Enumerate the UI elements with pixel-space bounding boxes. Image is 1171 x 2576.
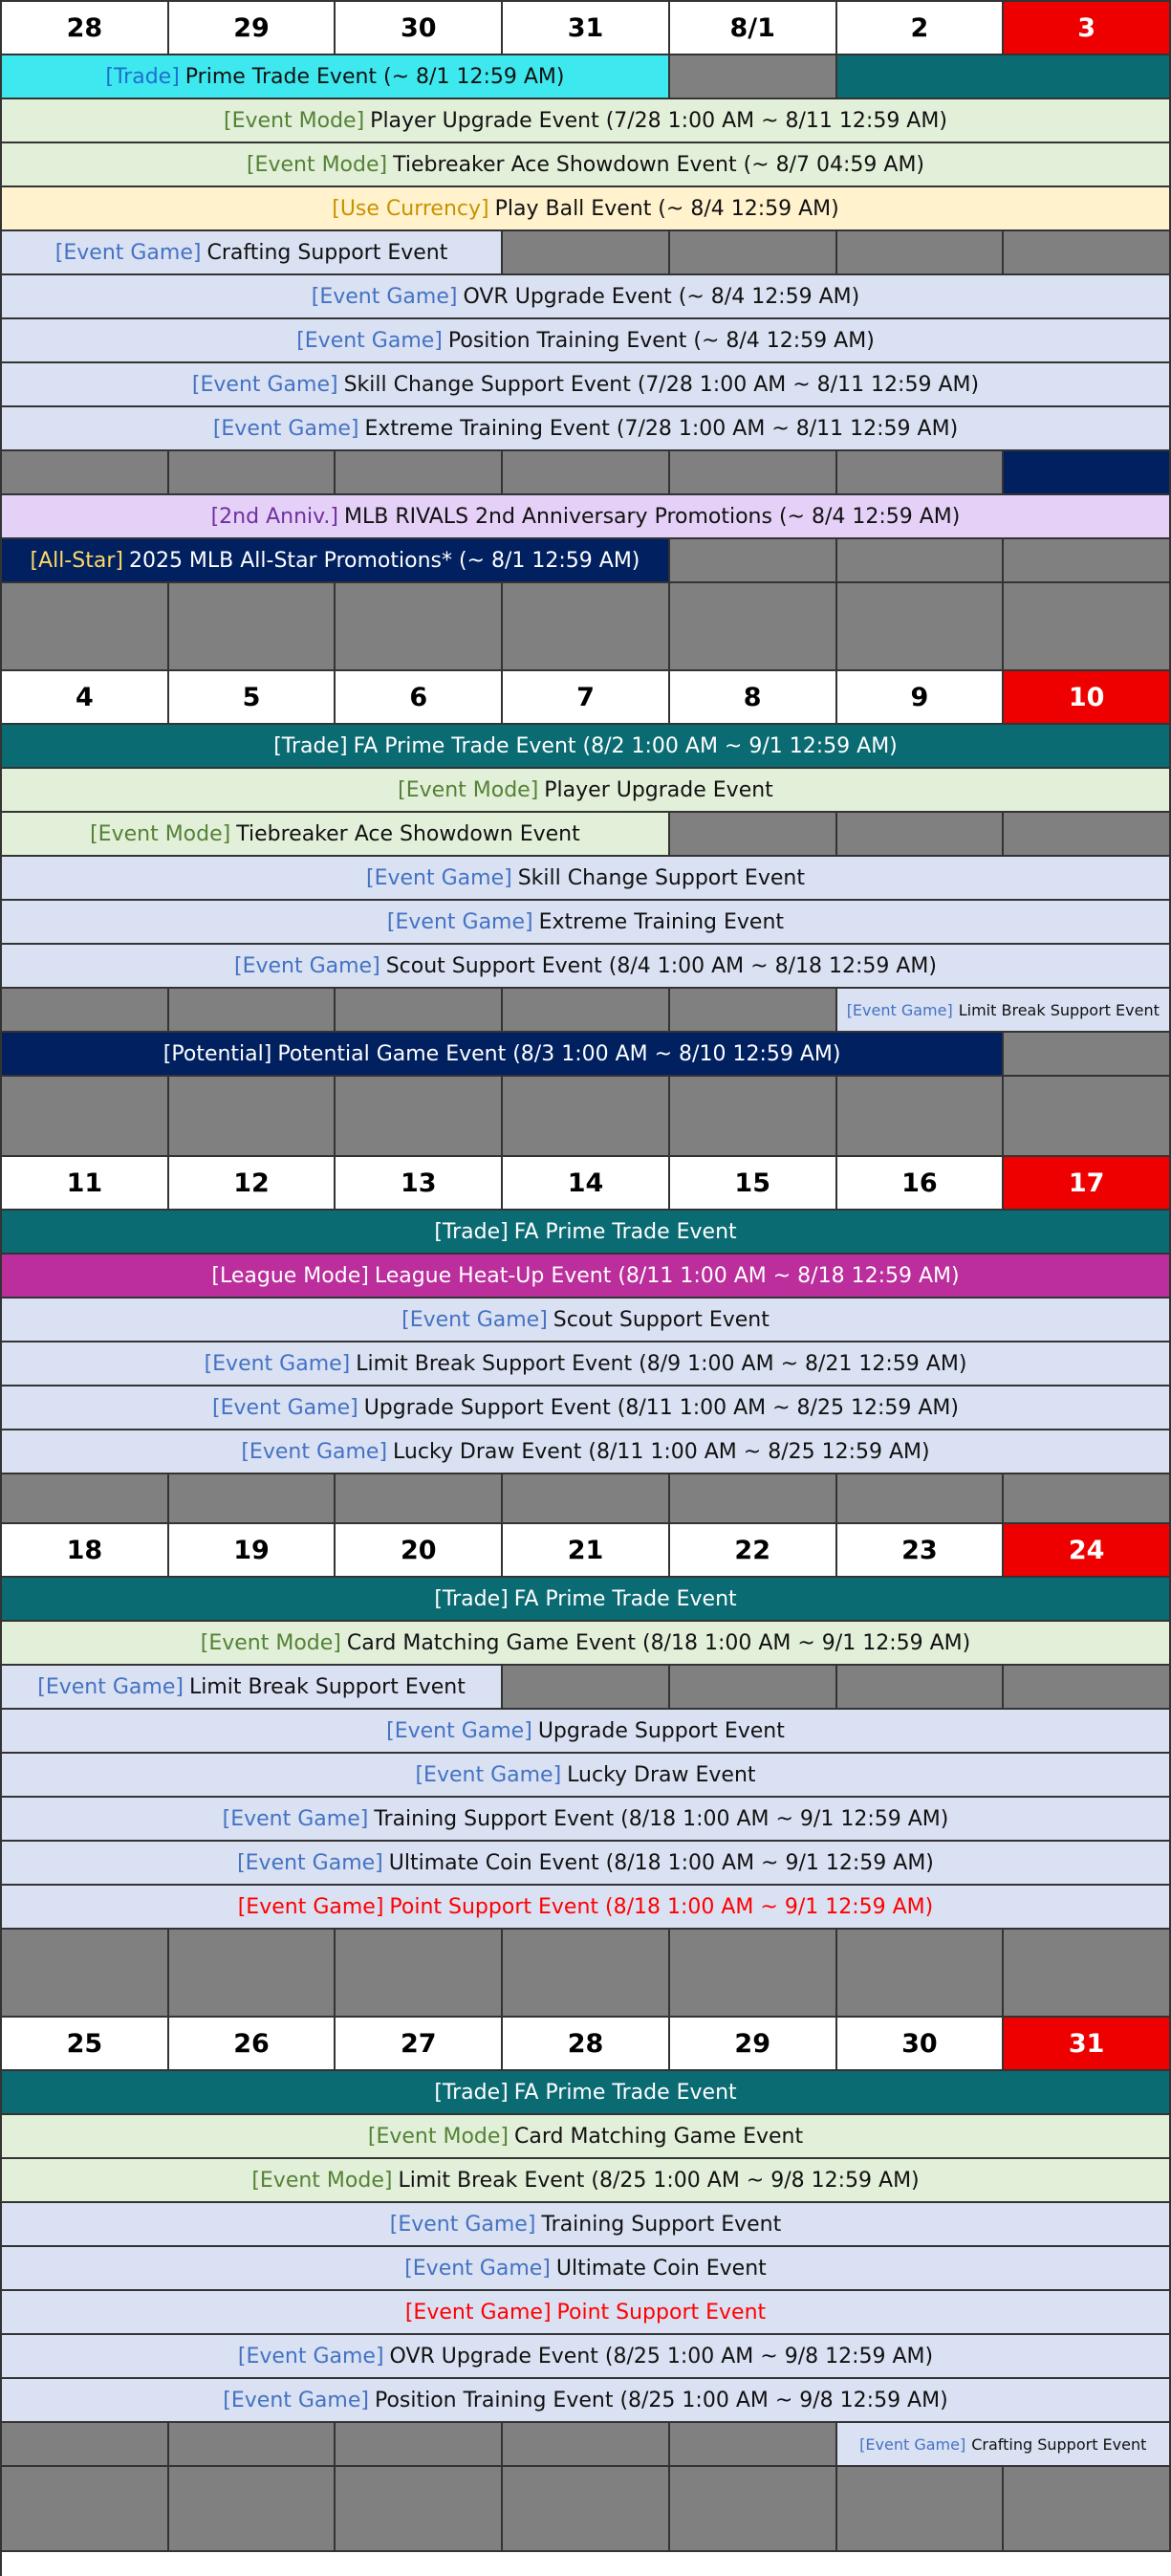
day-header: 21 <box>503 1524 670 1578</box>
day-header: 30 <box>837 2018 1005 2071</box>
event-name: Card Matching Game Event <box>513 2124 804 2149</box>
empty-cell <box>670 55 837 99</box>
event-bar <box>2 1798 1171 1842</box>
empty-cell <box>503 1930 670 2018</box>
event-bar <box>2 2115 1171 2159</box>
day-header: 28 <box>2 2 169 55</box>
event-name: FA Prime Trade Event <box>513 1219 737 1244</box>
event-tag: [All-Star] <box>30 548 123 573</box>
event-bar <box>2 231 503 275</box>
event-bar <box>837 55 1171 99</box>
event-bar <box>2 901 1171 945</box>
event-name: Potential Game Event (8/3 1:00 AM ~ 8/10 12:59 AM) <box>277 1041 841 1066</box>
event-tag: [Event Game] <box>366 865 512 890</box>
event-bar <box>2 407 1171 451</box>
event-name: Position Training Event (~ 8/4 12:59 AM) <box>447 328 875 353</box>
empty-cell <box>336 1077 503 1157</box>
event-name: FA Prime Trade Event (8/2 1:00 AM ~ 9/1 12:59 AM) <box>353 733 898 758</box>
empty-cell <box>837 2467 1005 2552</box>
empty-cell <box>336 1930 503 2018</box>
event-tag: [Event Game] <box>386 909 533 934</box>
empty-cell <box>670 1474 837 1524</box>
day-header: 8/1 <box>670 2 837 55</box>
event-bar <box>2 1211 1171 1255</box>
empty-cell <box>2 1930 169 2018</box>
event-bar <box>2 945 1171 989</box>
event-bar <box>2 1343 1171 1386</box>
event-name: Play Ball Event (~ 8/4 12:59 AM) <box>494 196 839 221</box>
empty-cell <box>1004 1666 1171 1710</box>
event-tag: [League Mode] <box>211 1263 369 1288</box>
event-bar <box>2 2291 1171 2335</box>
empty-cell <box>1004 2467 1171 2552</box>
event-bar <box>2 1842 1171 1886</box>
event-bar <box>2 99 1171 143</box>
event-name: Upgrade Support Event <box>537 1718 785 1743</box>
event-tag: [Event Mode] <box>251 2168 393 2193</box>
empty-cell <box>837 813 1005 857</box>
day-header: 26 <box>169 2018 336 2071</box>
empty-cell <box>1004 539 1171 583</box>
event-name: Position Training Event (8/25 1:00 AM ~ 9/8 12:59 AM) <box>374 2388 948 2412</box>
event-bar <box>2 1255 1171 1299</box>
event-bar <box>2 2335 1171 2379</box>
event-name: Ultimate Coin Event <box>555 2256 767 2281</box>
empty-cell <box>2 2467 169 2552</box>
event-name: Limit Break Support Event <box>188 1674 466 1699</box>
event-bar <box>2 55 670 99</box>
event-bar <box>1004 451 1171 495</box>
event-name: FA Prime Trade Event <box>513 1586 737 1611</box>
day-header: 22 <box>670 1524 837 1578</box>
day-header: 31 <box>503 2 670 55</box>
day-header: 2 <box>837 2 1005 55</box>
event-tag: [2nd Anniv.] <box>210 504 339 529</box>
event-bar <box>2 495 1171 539</box>
event-bar <box>2 319 1171 363</box>
day-header: 18 <box>2 1524 169 1578</box>
empty-cell <box>1004 583 1171 671</box>
event-bar <box>2 1886 1171 1930</box>
day-header: 16 <box>837 1157 1005 1211</box>
event-name: Extreme Training Event <box>538 909 785 934</box>
day-header: 13 <box>336 1157 503 1211</box>
empty-cell <box>670 2423 837 2467</box>
day-header: 25 <box>2 2018 169 2071</box>
event-tag: [Event Game] <box>404 2300 552 2325</box>
event-name: Tiebreaker Ace Showdown Event <box>236 821 580 846</box>
empty-cell <box>169 989 336 1033</box>
day-header: 15 <box>670 1157 837 1211</box>
day-header: 6 <box>336 671 503 725</box>
event-tag: [Event Game] <box>296 328 443 353</box>
event-name: Training Support Event (8/18 1:00 AM ~ 9/1 12:59 AM) <box>374 1806 949 1831</box>
event-bar <box>2 187 1171 231</box>
event-name: Training Support Event <box>541 2212 782 2237</box>
empty-cell <box>670 539 837 583</box>
event-tag: [Trade] <box>273 733 348 758</box>
empty-cell <box>670 1077 837 1157</box>
event-name: League Heat-Up Event (8/11 1:00 AM ~ 8/18 12:59 AM) <box>374 1263 960 1288</box>
event-name: Tiebreaker Ace Showdown Event (~ 8/7 04:59 AM) <box>393 152 925 177</box>
event-name: OVR Upgrade Event (8/25 1:00 AM ~ 9/8 12:59 AM) <box>389 2344 934 2369</box>
empty-cell <box>837 1666 1005 1710</box>
empty-cell <box>336 989 503 1033</box>
day-header: 17 <box>1004 1157 1171 1211</box>
event-name: Limit Break Support Event (8/9 1:00 AM ~ 8/21 12:59 AM) <box>356 1351 967 1376</box>
empty-cell <box>503 231 670 275</box>
event-name: Point Support Event (8/18 1:00 AM ~ 9/1 12:59 AM) <box>389 1894 934 1919</box>
event-bar <box>2 143 1171 187</box>
event-bar <box>2 2203 1171 2247</box>
event-bar <box>2 2071 1171 2115</box>
event-bar <box>2 1754 1171 1798</box>
event-bar <box>2 1666 503 1710</box>
event-tag: [Event Game] <box>404 2256 551 2281</box>
day-header: 10 <box>1004 671 1171 725</box>
event-bar <box>2 1033 1004 1077</box>
empty-cell <box>670 231 837 275</box>
event-bar <box>2 1710 1171 1754</box>
empty-cell <box>837 1077 1005 1157</box>
empty-cell <box>169 583 336 671</box>
event-tag: [Event Game] <box>54 240 202 265</box>
empty-cell <box>1004 231 1171 275</box>
empty-cell <box>336 451 503 495</box>
event-bar <box>2 2379 1171 2423</box>
empty-cell <box>670 1930 837 2018</box>
event-bar <box>2 2247 1171 2291</box>
event-bar <box>2 363 1171 407</box>
day-header: 24 <box>1004 1524 1171 1578</box>
event-tag: [Event Game] <box>212 1395 358 1420</box>
event-name: OVR Upgrade Event (~ 8/4 12:59 AM) <box>463 284 860 309</box>
empty-cell <box>837 1930 1005 2018</box>
empty-cell <box>169 1474 336 1524</box>
event-bar <box>2 813 670 857</box>
event-tag: [Event Game] <box>241 1439 388 1464</box>
event-name: Crafting Support Event <box>206 240 448 265</box>
event-name: MLB RIVALS 2nd Anniversary Promotions (~ 8/4 12:59 AM) <box>344 504 961 529</box>
event-tag: [Event Mode] <box>224 108 365 133</box>
empty-cell <box>503 2467 670 2552</box>
event-name: 2025 MLB All-Star Promotions* (~ 8/1 12:59 AM) <box>128 548 640 573</box>
empty-cell <box>169 2467 336 2552</box>
event-tag: [Event Game] <box>204 1351 351 1376</box>
event-tag: [Event Game] <box>222 1806 369 1831</box>
event-tag: [Event Game] <box>237 2344 384 2369</box>
event-bar <box>2 2159 1171 2203</box>
event-tag: [Trade] <box>434 1219 509 1244</box>
event-tag: [Event Game] <box>237 1894 384 1919</box>
day-header: 3 <box>1004 2 1171 55</box>
event-tag: [Event Mode] <box>90 821 231 846</box>
empty-cell <box>169 451 336 495</box>
day-header: 12 <box>169 1157 336 1211</box>
event-tag: [Event Game] <box>846 1000 953 1019</box>
empty-cell <box>169 1077 336 1157</box>
empty-cell <box>1004 813 1171 857</box>
empty-cell <box>503 583 670 671</box>
event-name: Ultimate Coin Event (8/18 1:00 AM ~ 9/1 12:59 AM) <box>388 1850 934 1875</box>
day-header: 9 <box>837 671 1005 725</box>
day-header: 14 <box>503 1157 670 1211</box>
event-name: Skill Change Support Event (7/28 1:00 AM ~ 8/11 12:59 AM) <box>343 372 980 397</box>
event-tag: [Event Game] <box>311 284 458 309</box>
day-header: 19 <box>169 1524 336 1578</box>
empty-cell <box>670 813 837 857</box>
day-header: 5 <box>169 671 336 725</box>
empty-cell <box>1004 1033 1171 1077</box>
empty-cell <box>670 2467 837 2552</box>
empty-cell <box>336 2467 503 2552</box>
event-tag: [Event Game] <box>415 1762 562 1787</box>
empty-cell <box>503 451 670 495</box>
event-bar <box>2 539 670 583</box>
empty-cell <box>837 451 1005 495</box>
event-name: Scout Support Event (8/4 1:00 AM ~ 8/18 12:59 AM) <box>385 953 937 978</box>
empty-cell <box>670 1666 837 1710</box>
day-header: 27 <box>336 2018 503 2071</box>
event-tag: [Trade] <box>434 1586 509 1611</box>
event-bar <box>2 1386 1171 1430</box>
empty-cell <box>169 1930 336 2018</box>
event-tag: [Event Mode] <box>367 2124 509 2149</box>
empty-cell <box>2 2423 169 2467</box>
event-bar <box>2 1299 1171 1343</box>
event-tag: [Potential] <box>163 1041 272 1066</box>
event-bar <box>2 1578 1171 1622</box>
empty-cell <box>2 451 169 495</box>
event-bar <box>837 989 1171 1033</box>
event-tag: [Use Currency] <box>332 196 489 221</box>
event-tag: [Event Game] <box>191 372 338 397</box>
empty-cell <box>503 2423 670 2467</box>
day-header: 29 <box>169 2 336 55</box>
event-name: Prime Trade Event (~ 8/1 12:59 AM) <box>184 64 565 89</box>
event-bar <box>2 769 1171 813</box>
empty-cell <box>670 583 837 671</box>
event-bar <box>2 1430 1171 1474</box>
event-tag: [Event Mode] <box>200 1630 341 1655</box>
event-name: Lucky Draw Event (8/11 1:00 AM ~ 8/25 12:59 AM) <box>393 1439 930 1464</box>
day-header: 28 <box>503 2018 670 2071</box>
empty-cell <box>837 539 1005 583</box>
event-name: Limit Break Event (8/25 1:00 AM ~ 9/8 12:59 AM) <box>398 2168 920 2193</box>
event-name: Skill Change Support Event <box>517 865 805 890</box>
event-tag: [Event Mode] <box>246 152 388 177</box>
empty-cell <box>837 231 1005 275</box>
day-header: 4 <box>2 671 169 725</box>
day-header: 20 <box>336 1524 503 1578</box>
event-tag: [Trade] <box>434 2080 509 2105</box>
event-bar <box>2 857 1171 901</box>
empty-cell <box>670 989 837 1033</box>
event-bar <box>2 275 1171 319</box>
empty-cell <box>336 583 503 671</box>
day-header: 23 <box>837 1524 1005 1578</box>
empty-cell <box>670 451 837 495</box>
day-header: 30 <box>336 2 503 55</box>
event-tag: [Event Game] <box>212 416 359 441</box>
empty-cell <box>837 1474 1005 1524</box>
event-name: Crafting Support Event <box>971 2434 1147 2454</box>
empty-cell <box>1004 1077 1171 1157</box>
event-name: Point Support Event <box>556 2300 767 2325</box>
event-name: Card Matching Game Event (8/18 1:00 AM ~ 9/1 12:59 AM) <box>346 1630 971 1655</box>
event-bar <box>2 725 1171 769</box>
empty-cell <box>1004 1930 1171 2018</box>
event-bar <box>2 1622 1171 1666</box>
empty-cell <box>2 1474 169 1524</box>
empty-cell <box>503 989 670 1033</box>
event-tag: [Event Game] <box>37 1674 184 1699</box>
event-bar <box>837 2423 1171 2467</box>
day-header: 31 <box>1004 2018 1171 2071</box>
event-tag: [Event Game] <box>401 1307 548 1332</box>
event-tag: [Event Game] <box>859 2434 966 2454</box>
event-name: Upgrade Support Event (8/11 1:00 AM ~ 8/25 12:59 AM) <box>363 1395 959 1420</box>
day-header: 8 <box>670 671 837 725</box>
empty-cell <box>503 1077 670 1157</box>
event-tag: [Event Game] <box>234 953 380 978</box>
event-name: Extreme Training Event (7/28 1:00 AM ~ 8/11 12:59 AM) <box>364 416 959 441</box>
event-name: Scout Support Event <box>553 1307 770 1332</box>
event-name: Limit Break Support Event <box>958 1000 1160 1019</box>
event-name: Lucky Draw Event <box>567 1762 756 1787</box>
event-name: FA Prime Trade Event <box>513 2080 737 2105</box>
day-header: 11 <box>2 1157 169 1211</box>
event-name: Player Upgrade Event <box>544 777 773 802</box>
empty-cell <box>837 583 1005 671</box>
empty-cell <box>2 583 169 671</box>
empty-cell <box>2 989 169 1033</box>
empty-cell <box>1004 1474 1171 1524</box>
empty-cell <box>503 1666 670 1710</box>
empty-cell <box>2 1077 169 1157</box>
empty-cell <box>336 2423 503 2467</box>
event-tag: [Event Mode] <box>398 777 539 802</box>
empty-cell <box>503 1474 670 1524</box>
day-header: 7 <box>503 671 670 725</box>
event-tag: [Event Game] <box>389 2212 536 2237</box>
event-tag: [Event Game] <box>237 1850 383 1875</box>
event-tag: [Event Game] <box>223 2388 369 2412</box>
empty-cell <box>336 1474 503 1524</box>
event-tag: [Trade] <box>105 64 180 89</box>
event-tag: [Event Game] <box>386 1718 532 1743</box>
day-header: 29 <box>670 2018 837 2071</box>
event-name: Player Upgrade Event (7/28 1:00 AM ~ 8/11 12:59 AM) <box>370 108 947 133</box>
empty-cell <box>169 2423 336 2467</box>
